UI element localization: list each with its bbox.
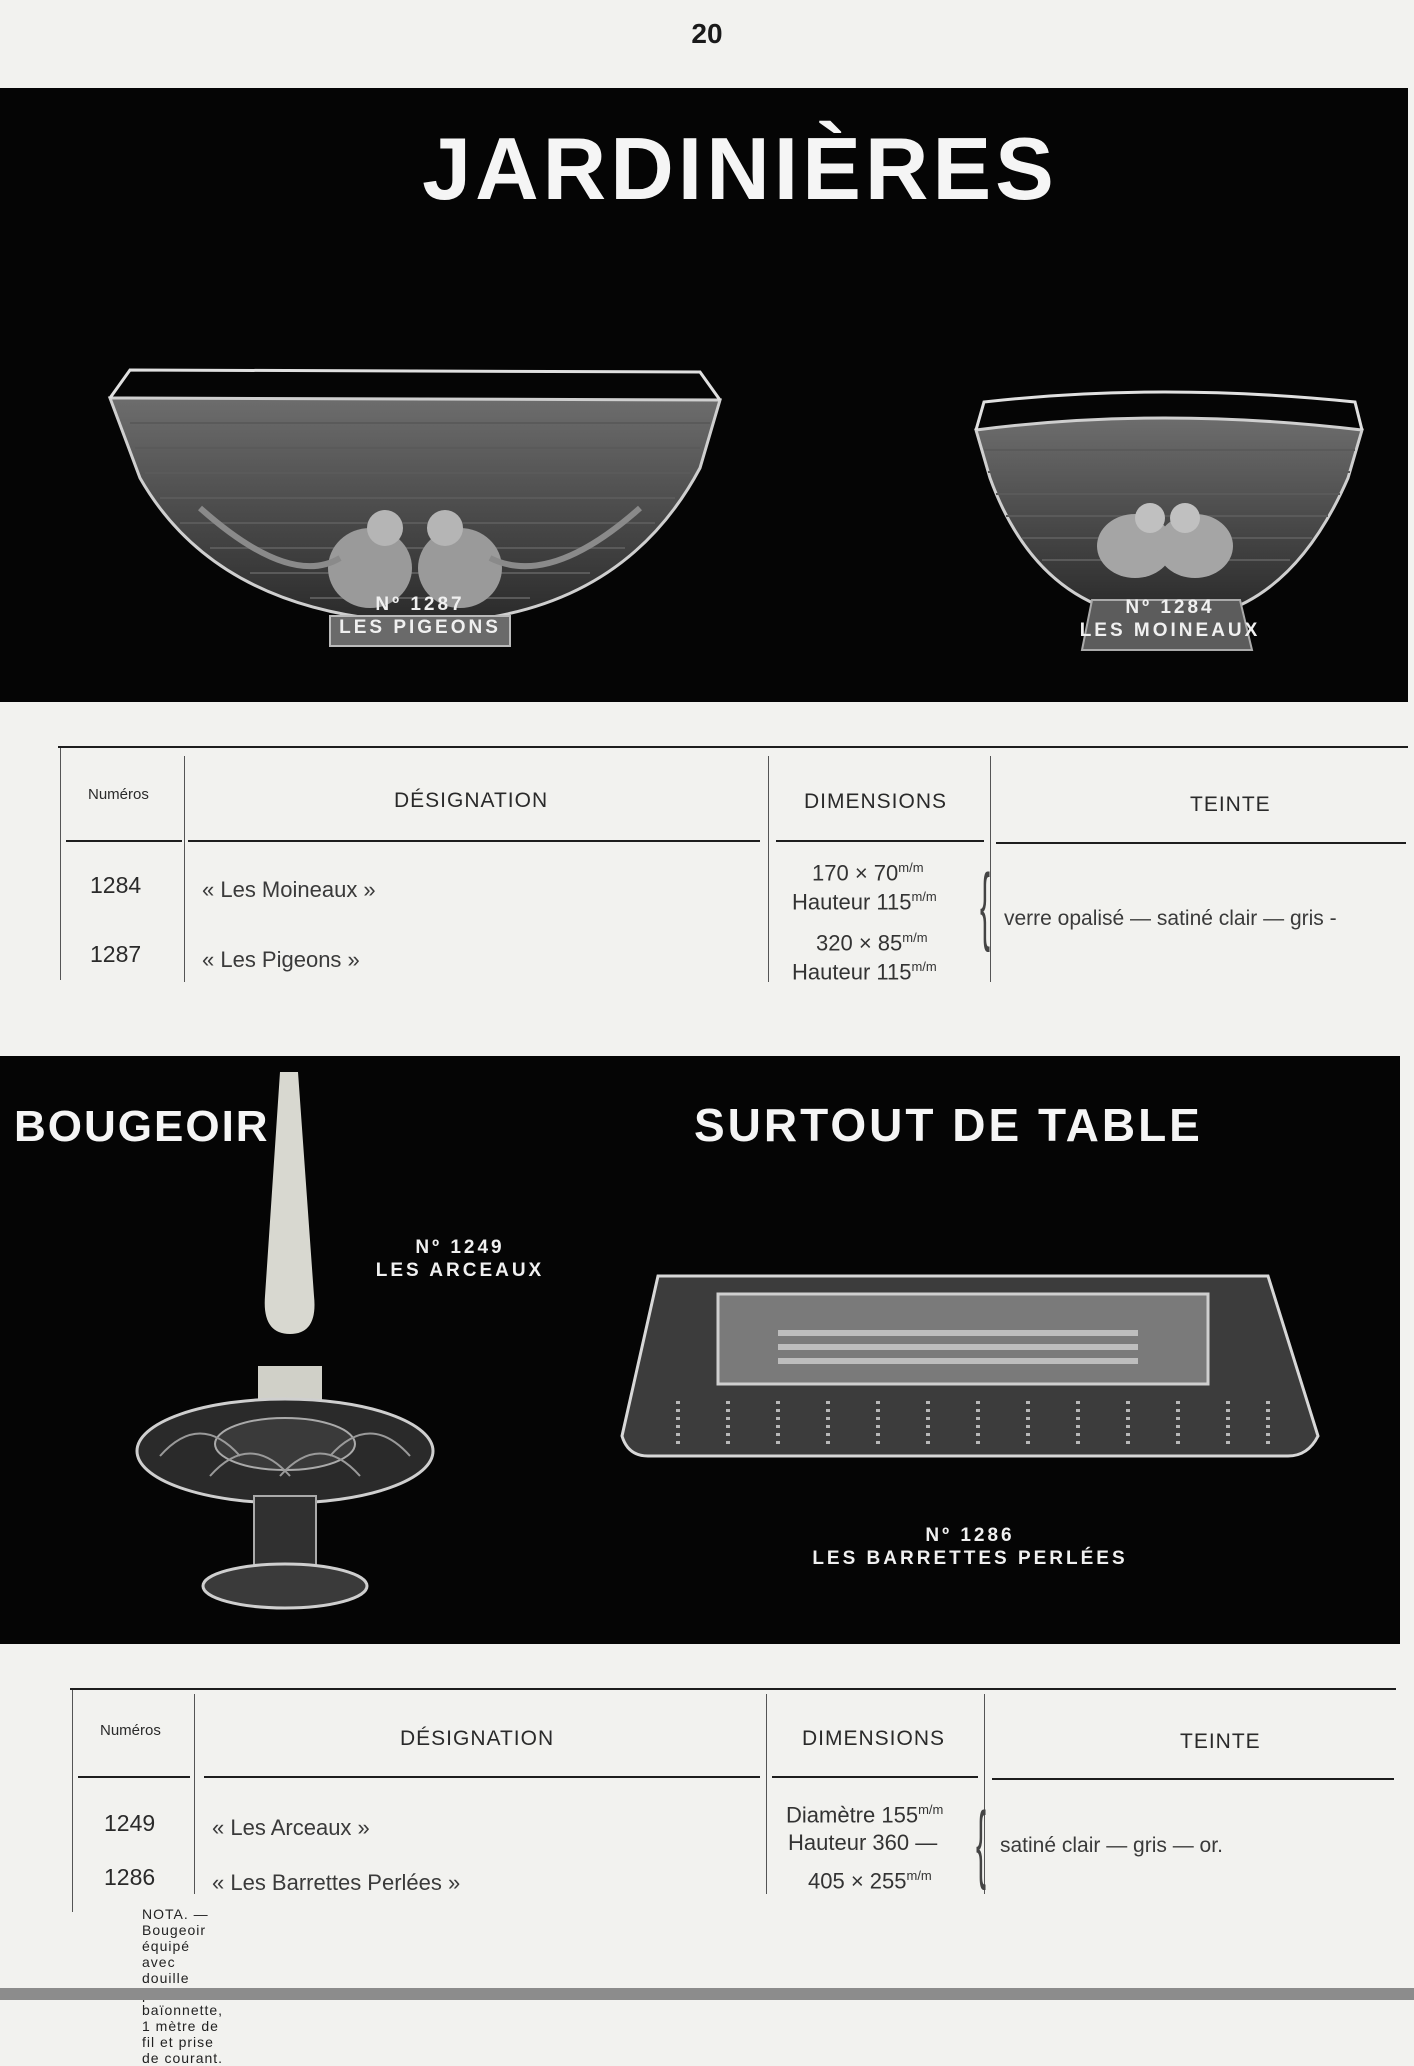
- table1-col-divider: [990, 756, 991, 982]
- table2-row2-designation: « Les Barrettes Perlées »: [212, 1870, 461, 1895]
- table2-header-rule: [204, 1776, 760, 1778]
- caption-1287-number: Nº 1287: [375, 594, 465, 615]
- table1-teinte: verre opalisé — satiné clair — gris -: [1004, 907, 1337, 930]
- barrettes-perlees-tray-photo: [618, 1266, 1328, 1496]
- table1-header-dimensions: DIMENSIONS: [804, 790, 948, 813]
- table2-header-rule: [772, 1776, 978, 1778]
- caption-1284-number: Nº 1284: [1125, 597, 1215, 618]
- table1-row1-designation: « Les Moineaux »: [202, 877, 376, 902]
- table1-header-teinte: TEINTE: [1190, 793, 1271, 816]
- table1-col-divider: [60, 748, 61, 980]
- table2-header-numeros: Numéros: [100, 1722, 161, 1739]
- nota-footnote: NOTA. — Bougeoir équipé avec douille baïonnette, 1 mètre de fil et prise de courant.: [142, 1906, 224, 2066]
- table2-header-teinte: TEINTE: [1180, 1730, 1261, 1753]
- table1-header-numeros: Numéros: [88, 786, 149, 803]
- arceaux-candlestick-photo: [130, 1066, 450, 1636]
- caption-1286-number: Nº 1286: [925, 1525, 1015, 1546]
- table2-row1-dim2: Hauteur 360 —: [788, 1830, 938, 1855]
- caption-1286-name: LES BARRETTES PERLÉES: [812, 1548, 1128, 1569]
- table2-col-divider: [766, 1694, 767, 1894]
- table2-teinte: satiné clair — gris — or.: [1000, 1834, 1223, 1857]
- table1-row1-numero: 1284: [90, 872, 142, 898]
- caption-1287: [300, 593, 540, 639]
- table2-col-divider: [72, 1690, 73, 1912]
- table1-row1-dim2: Hauteur $115^{m/m}$: [792, 889, 937, 915]
- table1-col-divider: [184, 756, 185, 982]
- bougeoir-surtout-photo-panel: [0, 1056, 1400, 1644]
- table2-header-designation: DÉSIGNATION: [400, 1727, 555, 1750]
- caption-1284: [1050, 596, 1290, 642]
- table1-row2-dim2: Hauteur $115^{m/m}$: [792, 959, 937, 985]
- caption-1287-name: LES PIGEONS: [339, 617, 501, 638]
- caption-1249: [360, 1236, 560, 1282]
- jardinieres-photo-panel: [0, 88, 1408, 702]
- table1-header-rule: [66, 840, 182, 842]
- table1-header-rule: [776, 840, 984, 842]
- table2-header-dimensions: DIMENSIONS: [802, 1727, 946, 1750]
- table2-header-rule: [78, 1776, 190, 1778]
- table2-row2-numero: 1286: [104, 1864, 156, 1890]
- table2-col-divider: [194, 1694, 195, 1894]
- table1-col-divider: [768, 756, 769, 982]
- table2-top-rule: [70, 1688, 1396, 1690]
- table1-row2-numero: 1287: [90, 941, 142, 967]
- table2-header-rule: [992, 1778, 1394, 1780]
- table2-row2-dim1: $405 \times 255^{m/m}$: [808, 1868, 932, 1894]
- section-title-bougeoir: BOUGEOIR: [14, 1102, 270, 1151]
- caption-1249-number: Nº 1249: [415, 1237, 505, 1258]
- section-title-jardinieres: JARDINIÈRES: [422, 119, 1058, 218]
- table1-top-rule: [58, 746, 1408, 748]
- page-number: 20: [691, 18, 723, 49]
- table1-row2-dim1: $320 \times 85^{m/m}$: [816, 930, 928, 956]
- table1-header-rule: [188, 840, 760, 842]
- table1-brace: {: [980, 857, 991, 953]
- table2-row1-numero: 1249: [104, 1810, 156, 1836]
- table2-brace: {: [976, 1795, 987, 1891]
- section-title-surtout: SURTOUT DE TABLE: [694, 1099, 1203, 1151]
- scan-bottom-edge: [0, 1988, 1414, 2000]
- table1-header-rule: [996, 842, 1406, 844]
- table1-row2-designation: « Les Pigeons »: [202, 947, 360, 972]
- caption-1286: [770, 1524, 1170, 1570]
- table2-row1-designation: « Les Arceaux »: [212, 1815, 370, 1840]
- caption-1284-name: LES MOINEAUX: [1079, 620, 1261, 641]
- table2-row1-dim1: Diamètre $155^{m/m}$: [786, 1802, 944, 1828]
- table1-header-designation: DÉSIGNATION: [394, 789, 549, 812]
- caption-1249-name: LES ARCEAUX: [375, 1260, 545, 1281]
- table1-row1-dim1: $170 \times 70^{m/m}$: [812, 860, 924, 886]
